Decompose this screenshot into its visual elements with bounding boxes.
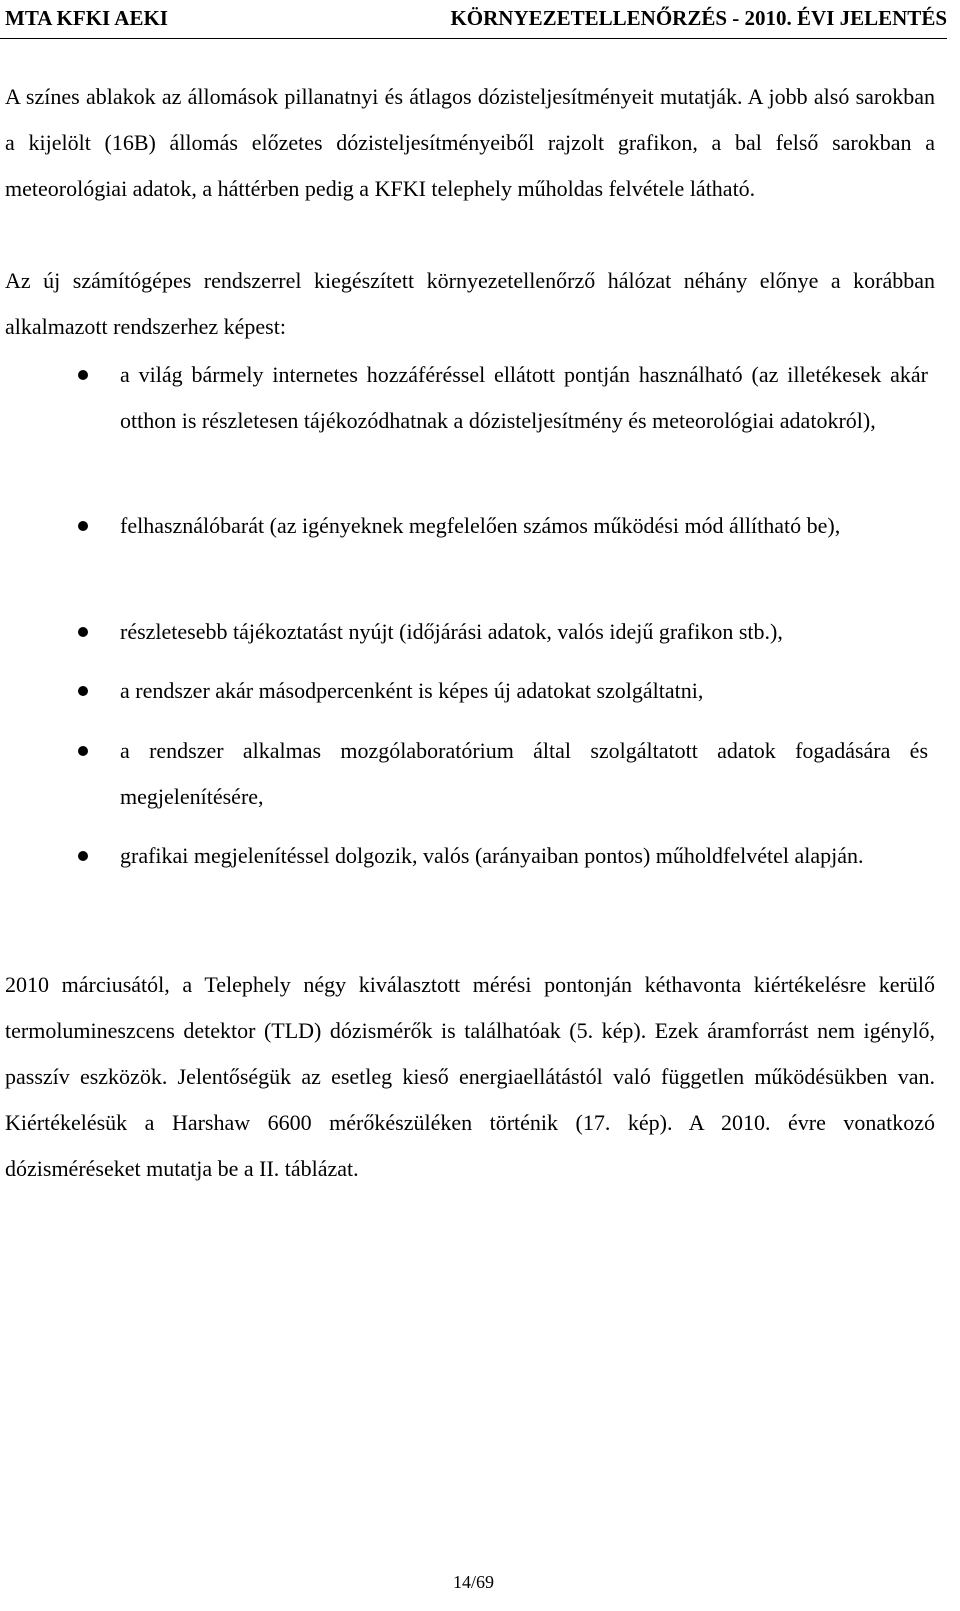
list-item-text: felhasználóbarát (az igényeknek megfelelően számos működési mód állítható be), <box>120 513 841 538</box>
bullet-icon <box>78 746 88 756</box>
list-item-text: a rendszer akár másodpercenként is képes új adatokat szolgáltatni, <box>120 678 704 703</box>
list-item-text: a világ bármely internetes hozzáféréssel ellátott pontján használható (az illetékesek akár otthon is részletesen tájékozódhatnak a dózisteljesítmény és meteorológiai adatokról), <box>120 362 928 433</box>
bullet-icon <box>78 627 88 637</box>
list-item-text: a rendszer alkalmas mozgólaboratórium által szolgáltatott adatok fogadására és megjelenítésére, <box>120 738 928 809</box>
list-item-text: részletesebb tájékoztatást nyújt (időjárási adatok, valós idejű grafikon stb.), <box>120 619 783 644</box>
page-header <box>0 0 947 39</box>
header-organization: MTA KFKI AEKI <box>5 6 168 30</box>
paragraph-advantages-intro: Az új számítógépes rendszerrel kiegészített környezetellenőrző hálózat néhány előnye a korábban alkalmazott rendszerhez képest: <box>5 268 935 339</box>
paragraph-tld-dosimeters: 2010 márciusától, a Telephely négy kiválasztott mérési pontonján kéthavonta kiértékelésre kerülő termolumineszcens detektor (TLD) dózismérők is találhatóak (5. kép). Ezek áramforrást nem igénylő, passzív eszközök. Jelentőségük az esetleg kieső energiaellátástól való független működésükben van. Kiértékelésük a Harshaw 6600 mérőkészüléken történik (17. kép). A 2010. évre vonatkozó dózisméréseket mutatja be a II. táblázat. <box>5 972 935 1181</box>
bullet-icon <box>78 521 88 531</box>
bullet-icon <box>78 370 88 380</box>
list-item-text: grafikai megjelenítéssel dolgozik, valós (arányaiban pontos) műholdfelvétel alapján. <box>120 843 864 868</box>
header-report-title: KÖRNYEZETELLENŐRZÉS - 2010. ÉVI JELENTÉS <box>450 6 947 30</box>
page-number: 14/69 <box>452 1572 494 1592</box>
bullet-icon <box>78 686 88 696</box>
paragraph-windows-description: A színes ablakok az állomások pillanatnyi és átlagos dózisteljesítményeit mutatják. A jobb alsó sarokban a kijelölt (16B) állomás előzetes dózisteljesítményeiből rajzolt grafikon, a bal felső sarokban a meteorológiai adatok, a háttérben pedig a KFKI telephely műholdas felvétele látható. <box>5 84 935 201</box>
bullet-icon <box>78 851 88 861</box>
